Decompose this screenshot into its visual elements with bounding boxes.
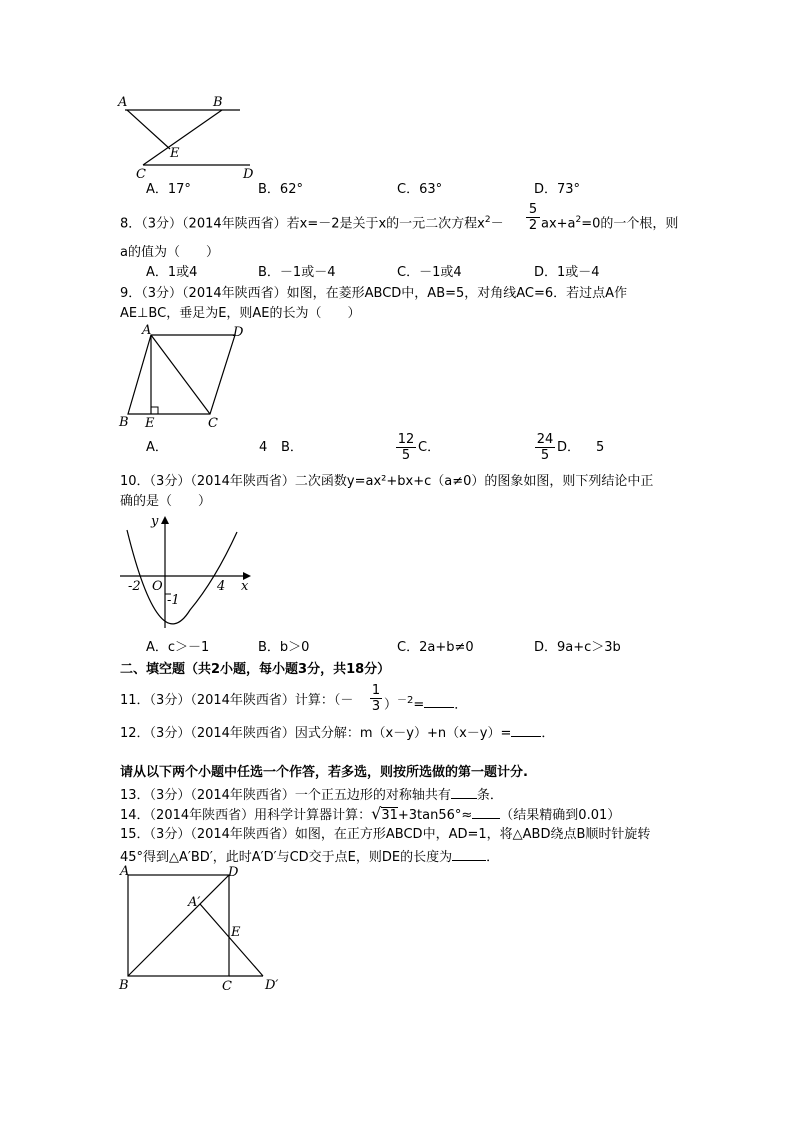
q15-line-a2d2 [200,904,263,976]
q15-line2-text: 45°得到△A′BD′，此时A′D′与CD交于点E，则DE的长度为 [120,850,453,865]
q7-segment-ae [127,110,170,149]
q8-stem-tail [541,212,678,232]
q15-answer-blank[interactable] [452,848,486,861]
q14-end: （结果精确到0.01） [500,808,621,823]
q11-frac-num: 1 [371,683,381,698]
q10-label-o: O [152,579,163,594]
q15-label-d2: D′ [265,978,279,993]
q11-eq: = [413,697,425,713]
q9-line1: 9．（3分）（2014年陕西省）如图，在菱形ABCD中，AB=5，对角线AC=6．若过点A作 [120,286,628,301]
q10-label-m1: -1 [167,593,180,608]
q8-frac-num: 5 [526,202,540,218]
q8-sup: 2 [484,215,491,225]
q9-frac-b [396,432,416,463]
q15-label-a: A [120,864,130,879]
q9-label-d: D [233,325,244,340]
q15-label-d: D [228,865,239,880]
q14-answer-blank[interactable] [472,806,500,819]
q10-option-a: A．c＞－1 [146,640,210,655]
q15-figure [115,862,295,997]
q9-diagonal-ac [151,335,210,414]
q11-end: ． [454,697,468,713]
q14 [120,806,620,824]
q10-option-d: D．9a+c＞3b [534,640,621,655]
q8-option-b: B．－1或－4 [258,265,336,280]
q8-option-a: A．1或4 [146,265,198,280]
q8-option-c: C．－1或4 [397,265,462,280]
q7-label-b: B [213,95,223,110]
q12-end: ． [541,726,555,741]
q9-frac-b-den: 5 [401,448,411,463]
q8-stem-part3: =0的一个根，则 [581,216,679,232]
q8-stem-part1: 8．（3分）（2014年陕西省）若x=－2是关于x的一元二次方程x [120,216,485,232]
q11-tail [384,693,467,713]
q9-line2: AE⊥BC，垂足为E，则AE的长为（ ） [120,306,361,321]
q10-option-c: C．2a+b≠0 [397,640,474,655]
q9-frac-c [535,432,555,463]
q12 [120,724,554,742]
q9-label-c: C [208,416,218,431]
q10-parabola [127,530,237,624]
q15-label-b: B [119,978,129,993]
q14-sqrt-sign: √ [371,804,382,823]
q13-answer-blank[interactable] [451,786,477,799]
q9-frac-c-den: 5 [540,448,550,463]
q15-label-c: C [222,979,232,994]
q13-end: 条． [476,788,503,803]
q9-option-a-value: 4 [259,440,268,455]
q8-fraction [526,202,540,233]
q9-option-c: C． [418,440,441,455]
q9-label-a: A [142,323,152,338]
q10-line2: 确的是（ ） [120,494,212,509]
section-heading: 二、填空题（共2小题，每小题3分，共18分） [120,662,391,677]
q11-answer-blank[interactable] [424,695,454,708]
q11-frac-den: 3 [371,699,381,714]
q9-frac-c-num: 24 [536,432,554,447]
q15-end: ． [486,850,500,865]
q7-label-c: C [136,167,146,182]
q9-rhombus [128,335,235,414]
q8-minus: － [490,216,504,232]
q7-figure [115,92,265,184]
q11-close: ） [384,697,398,713]
q9-label-e: E [145,416,155,431]
q8-stem-part2: ax+a [541,216,576,232]
q8-sup2: 2 [575,215,582,225]
q12-text: 12．（3分）（2014年陕西省）因式分解：m（x－y）+n（x－y）= [120,726,512,741]
q9-option-d-value: 5 [596,440,605,455]
q9-option-d: D． [557,440,581,455]
q12-answer-blank[interactable] [511,724,541,737]
q10-label-p4: 4 [217,579,226,594]
q11-exp: －2 [397,695,414,706]
q10-label-m2: -2 [128,579,141,594]
q13 [120,786,503,804]
q8-option-d: D．1或－4 [534,265,600,280]
q10-line1: 10．（3分）（2014年陕西省）二次函数y=ax²+bx+c（a≠0）的图象如图，则下列结论中正 [120,474,654,489]
q10-option-b: B．b＞0 [258,640,310,655]
q13-text: 13．（3分）（2014年陕西省）一个正五边形的对称轴共有 [120,788,451,803]
q8-frac-den: 2 [528,218,538,233]
q9-label-b: B [119,415,129,430]
q7-option-a: A．17° [146,182,191,197]
q7-label-d: D [243,167,254,182]
choose-note: 请从以下两个小题中任选一个作答，若多选，则按所选做的第一题计分. [120,765,528,780]
q9-frac-b-num: 12 [397,432,415,447]
q9-figure [115,322,250,432]
q15-label-e: E [231,925,241,940]
q15-label-a2: A′ [188,895,201,910]
q11-prefix: 11．（3分）（2014年陕西省）计算：（－ [120,693,354,708]
q10-figure [115,510,255,635]
q8-stem [120,212,504,232]
q15-line1: 15．（3分）（2014年陕西省）如图，在正方形ABCD中，AD=1，将△ABD绕点B顺时针旋转 [120,827,651,842]
q15-diagonal-bd [128,875,229,976]
q10-label-y: y [151,514,159,529]
q9-right-angle [151,407,158,414]
q9-option-b: B． [281,440,303,455]
q7-option-d: D．73° [534,182,581,197]
q10-y-arrow [161,516,169,524]
q11-fraction [370,683,382,714]
q14-radicand: 31 [381,808,398,823]
q9-option-a: A． [146,440,168,455]
q7-label-a: A [118,95,128,110]
q7-option-c: C．63° [397,182,443,197]
q10-label-x: x [241,579,249,594]
q14-prefix: 14．（2014年陕西省）用科学计算器计算： [120,808,372,823]
q7-segment-bc [143,110,222,165]
q7-option-b: B．62° [258,182,303,197]
q8-line2: a的值为（ ） [120,245,219,260]
q7-label-e: E [170,146,180,161]
q14-mid: +3tan56°≈ [397,808,473,823]
